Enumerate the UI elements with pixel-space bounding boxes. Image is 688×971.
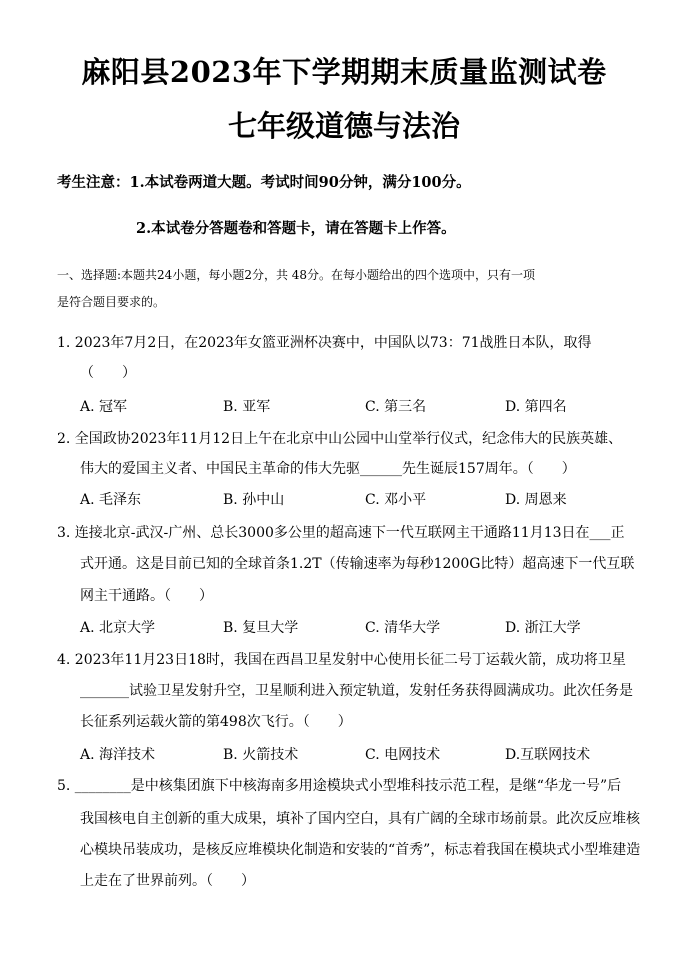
question-3-option-b: B. 复旦大学 <box>223 620 299 636</box>
question-2-option-d: D. 周恩来 <box>505 492 567 508</box>
question-2-option-c: C. 邓小平 <box>365 492 427 508</box>
question-4-option-c: C. 电网技术 <box>365 747 441 763</box>
notice-line-1: 考生注意：1.本试卷两道大题。考试时间90分钟，满分100分。 <box>57 174 471 191</box>
question-1-line-1: 1. 2023年7月2日，在2023年女篮亚洲杯决赛中，中国队以73：71战胜日本队，取得 <box>57 335 592 351</box>
section-heading-line-1: 一、选择题:本题共24小题，每小题2分，共 48分。在每小题给出的四个选项中，只有一项 <box>57 268 536 282</box>
question-1-option-d: D. 第四名 <box>505 399 567 415</box>
question-3-line-1: 3. 连接北京-武汉-广州、总长3000多公里的超高速下一代互联网主干通路11月13日在___正 <box>57 525 625 541</box>
section-heading <box>57 262 657 316</box>
question-3-line-3: 网主干通路。（ ） <box>80 588 213 604</box>
question-2-option-a: A. 毛泽东 <box>80 492 142 508</box>
question-3-option-a: A. 北京大学 <box>80 620 156 636</box>
question-4-option-d: D.互联网技术 <box>505 747 591 763</box>
question-5-line-3: 心模块吊装成功，是核反应堆模块化制造和安装的“首秀”，标志着我国在模块式小型堆建造 <box>80 842 641 858</box>
exam-title: 麻阳县2023年下学期期末质量监测试卷 <box>81 55 607 89</box>
question-1-option-b: B. 亚军 <box>223 399 271 415</box>
question-5-line-4: 上走在了世界前列。（ ） <box>80 873 255 889</box>
question-4-option-a: A. 海洋技术 <box>80 747 156 763</box>
question-3-line-2: 式开通。这是目前已知的全球首条1.2T（传输速率为每秒1200G比特）超高速下一代互联 <box>80 556 635 572</box>
question-2-line-1: 2. 全国政协2023年11月12日上午在北京中山公园中山堂举行仪式，纪念伟大的民族英雄、 <box>57 431 623 447</box>
question-4-option-b: B. 火箭技术 <box>223 747 299 763</box>
section-heading-line-2: 是符合题目要求的。 <box>57 295 166 309</box>
question-3-option-c: C. 清华大学 <box>365 620 441 636</box>
question-5-line-2: 我国核电自主创新的重大成果，填补了国内空白，具有广阔的全球市场前景。此次反应堆核 <box>80 811 640 827</box>
question-1-option-a: A. 冠军 <box>80 399 128 415</box>
question-5-line-1: 5. ________是中核集团旗下中核海南多用途模块式小型堆科技示范工程，是继“华龙一号”后 <box>57 778 622 794</box>
question-2-option-b: B. 孙中山 <box>223 492 285 508</box>
question-4-line-1: 4. 2023年11月23日18时，我国在西昌卫星发射中心使用长征二号丁运载火箭，成功将卫星 <box>57 652 626 668</box>
notice-line-2: 2.本试卷分答题卷和答题卡，请在答题卡上作答。 <box>136 220 456 237</box>
exam-subtitle: 七年级道德与法治 <box>227 109 460 143</box>
question-4-line-3: 长征系列运载火箭的第498次飞行。（ ） <box>80 714 352 730</box>
question-3-option-d: D. 浙江大学 <box>505 620 581 636</box>
question-1-line-2: （ ） <box>80 365 136 381</box>
question-4-line-2: _______试验卫星发射升空，卫星顺利进入预定轨道，发射任务获得圆满成功。此次任务是 <box>80 683 633 699</box>
question-2-line-2: 伟大的爱国主义者、中国民主革命的伟大先驱______先生诞辰157周年。（ ） <box>80 461 576 477</box>
question-1-option-c: C. 第三名 <box>365 399 427 415</box>
